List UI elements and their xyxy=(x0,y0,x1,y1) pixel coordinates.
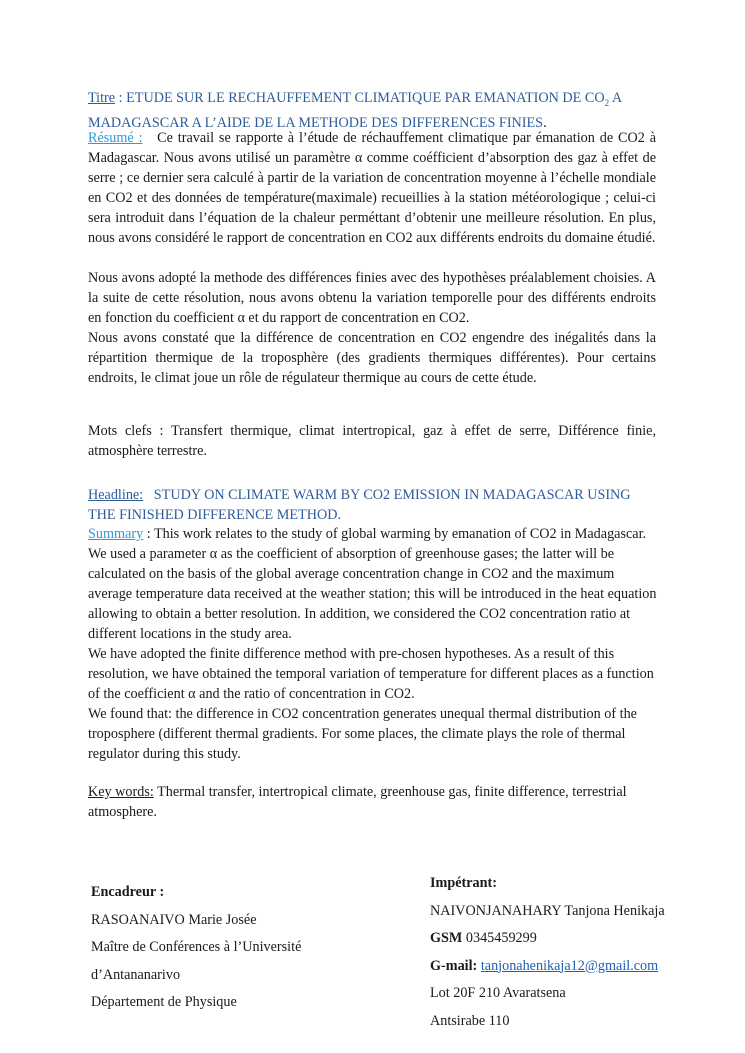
resume-paragraph-1: Résumé : Ce travail se rapporte à l’étude de réchauffement climatique par émanation de CO2 à Madagascar. Nous avons utilisé un paramètre α comme coéfficient d’absorption des gaz à effet de serre ; ce dernier sera calculé à partir de la variation de concentration moyenne à l’échelle mondiale en CO2 et des données de température(maximale) recueillies à la station météorologique ; celui-ci sera introduit dans l’équation de la chaleur perméttant d’obtenir une meilleure résolution. En plus, nous avons considéré le rapport de concentration en CO2 aux différents endroits du domaine étudié. xyxy=(88,130,656,246)
candidate-label: Impétrant: xyxy=(430,875,497,891)
summary-paragraph-3: We found that: the difference in CO2 concentration generates unequal thermal distribution of the troposphere (different thermal gradients. For some places, the climate plays the role of thermal regulator during this study. xyxy=(88,706,637,762)
supervisor-label: Encadreur : xyxy=(91,884,165,900)
candidate-gmail: G-mail: tanjonahenikaja12@gmail.com xyxy=(430,957,659,974)
summary-paragraph-1: Summary : This work relates to the study of global warming by emanation of CO2 in Madagascar. We used a parameter α as the coefficient of absorption of greenhouse gases; the latter will be calculated on the basis of the global average concentration change in CO2 and the maximum average temperature data received at the weather station; this will be introduced in the heat equation allowing to obtain a better resolution. In addition, we considered the CO2 concentration ratio at different locations in the study area. xyxy=(88,526,657,642)
key-words-label: Key words: xyxy=(88,784,154,800)
supervisor-role-line2: d’Antananarivo xyxy=(91,966,181,983)
supervisor-department: Département de Physique xyxy=(91,994,237,1010)
title-label: Titre xyxy=(88,90,116,106)
candidate-name: NAIVONJANAHARY Tanjona Henikaja xyxy=(430,902,665,919)
mots-clefs: Mots clefs : Transfert thermique, climat intertropical, gaz à effet de serre, Différence finie, atmosphère terrestre. xyxy=(88,423,656,460)
resume-paragraph-3: Nous avons constaté que la différence de concentration en CO2 engendre des inégalités dans la répartition thermique de la troposphère (des gradients thermiques différentes). Pour certains endroits, le climat joue un rôle de régulateur thermique au cours de cette étude. xyxy=(88,330,656,386)
supervisor-block xyxy=(91,882,301,1020)
supervisor-role-line1: Maître de Conférences à l’Université xyxy=(91,939,302,955)
summary-label: Summary xyxy=(88,526,144,542)
candidate-address-line2: Antsirabe 110 xyxy=(430,1012,510,1029)
resume-paragraph-2: Nous avons adopté la methode des différences finies avec des hypothèses préalablement choisies. A la suite de cette résolution, nous avons obtenu la variation temporelle pour des différents endroits en fonction du coefficient α et du rapport de concentration en CO2. xyxy=(88,270,656,326)
english-headline xyxy=(88,485,658,525)
summary-paragraph-2: We have adopted the finite difference method with pre-chosen hypotheses. As a result of this resolution, we have obtained the temporal variation of temperature for different places as a function of the coefficient α and the ratio of concentration in CO2. xyxy=(88,646,654,702)
candidate-address-line1: Lot 20F 210 Avaratsena xyxy=(430,985,566,1001)
french-title: Titre : ETUDE SUR LE RECHAUFFEMENT CLIMATIQUE PAR EMANATION DE $CO_2$ A MADAGASCAR A L’AIDE DE LA METHODE DES DIFFERENCES FINIES. xyxy=(88,90,623,131)
headline-label: Headline: xyxy=(88,487,144,503)
title-text-line1: ETUDE SUR LE RECHAUFFEMENT CLIMATIQUE PAR EMANATION DE CO xyxy=(126,90,605,106)
key-words: Key words: Thermal transfer, intertropical climate, greenhouse gas, finite difference, terrestrial atmosphere. xyxy=(88,784,627,820)
title-text-line2: MADAGASCAR A L’AIDE DE LA METHODE DES DIFFERENCES FINIES xyxy=(88,114,544,131)
supervisor-name: RASOANAIVO Marie Josée xyxy=(91,911,257,928)
headline-text: STUDY ON CLIMATE WARM BY CO2 EMISSION IN MADAGASCAR USING THE FINISHED DIFFERENCE METHOD. xyxy=(88,487,631,523)
candidate-gsm: GSM 0345459299 xyxy=(430,930,537,946)
resume-label: Résumé : xyxy=(88,130,143,146)
email-link[interactable]: tanjonahenikaja12@gmail.com xyxy=(480,957,659,974)
candidate-block xyxy=(430,873,665,1038)
